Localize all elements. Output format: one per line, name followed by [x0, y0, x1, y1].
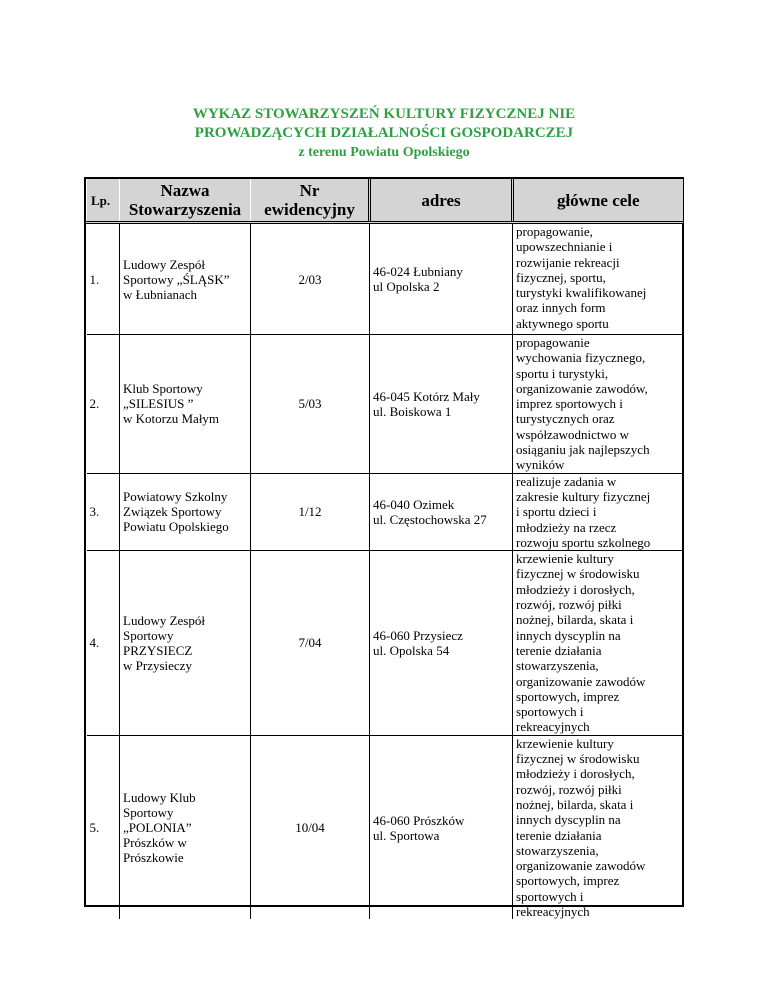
column-header-address: adres — [370, 179, 513, 223]
cell-address: 46-045 Kotórz Mały ul. Boiskowa 1 — [370, 335, 513, 474]
title-line-2: PROWADZĄCYCH DZIAŁALNOŚCI GOSPODARCZEJ — [194, 125, 574, 141]
table-row — [87, 473, 683, 550]
cell-address: 46-060 Prószków ul. Sportowa — [370, 735, 513, 919]
table-row — [87, 223, 683, 335]
cell-name: Ludowy Klub Sportowy „POLONIA” Prószków w Prószkowie — [120, 735, 251, 919]
cell-goals: realizuje zadania w zakresie kultury fizycznej i sportu dzieci i młodzieży na rzecz rozwoju sportu szkolnego — [513, 473, 683, 550]
cell-lp: 1. — [89, 271, 100, 287]
column-header-lp: Lp. — [87, 179, 120, 223]
cell-lp: 3. — [87, 473, 120, 550]
cell-address: 46-024 Łubniany ul Opolska 2 — [370, 223, 513, 335]
cell-goals: krzewienie kultury fizycznej w środowisku młodzieży i dorosłych, rozwój, rozwój piłki nożnej, bilarda, skata i innych dyscyplin na terenie działania stowarzyszenia, organizowanie zawodów sportowych, imprez sportowych i rekreacyjnych — [513, 735, 683, 919]
cell-nr: 2/03 — [251, 223, 370, 335]
cell-nr: 5/03 — [251, 335, 370, 474]
title-line-1: WYKAZ STOWARZYSZEŃ KULTURY FIZYCZNEJ NIE — [192, 106, 576, 122]
title-line-3: z terenu Powiatu Opolskiego — [298, 145, 470, 160]
associations-table-grid — [86, 179, 683, 919]
cell-address: 46-060 Przysiecz ul. Opolska 54 — [370, 551, 513, 736]
cell-lp: 5. — [87, 735, 120, 919]
cell-name: Powiatowy Szkolny Związek Sportowy Powiatu Opolskiego — [120, 473, 251, 550]
column-header-nr: Nr ewidencyjny — [251, 179, 370, 223]
table-row — [87, 735, 683, 919]
cell-nr: 7/04 — [251, 551, 370, 736]
cell-goals: propagowanie wychowania fizycznego, sportu i turystyki, organizowanie zawodów, imprez sportowych i turystycznych oraz współzawodnictwo w osiąganiu jak najlepszych wyników — [513, 335, 683, 474]
cell-address: 46-040 Ozimek ul. Częstochowska 27 — [370, 473, 513, 550]
cell-name: Ludowy Zespół Sportowy PRZYSIECZ w Przysieczy — [120, 551, 251, 736]
cell-lp: 2. — [87, 335, 120, 474]
column-header-goals: główne cele — [513, 179, 683, 223]
table-header-row — [87, 179, 683, 223]
associations-table — [84, 177, 684, 919]
cell-name: Ludowy Zespół Sportowy „ŚLĄSK” w Łubnianach — [120, 223, 251, 335]
table-row — [87, 551, 683, 736]
cell-lp: 4. — [87, 551, 120, 736]
cell-nr: 10/04 — [251, 735, 370, 919]
cell-nr: 1/12 — [251, 473, 370, 550]
document-title — [0, 105, 768, 162]
column-header-name: Nazwa Stowarzyszenia — [120, 179, 251, 223]
cell-goals: propagowanie, upowszechnianie i rozwijanie rekreacji fizycznej, sportu, turystyki kwalifikowanej oraz innych form aktywnego sportu — [513, 223, 683, 335]
table-row — [87, 335, 683, 474]
cell-goals: krzewienie kultury fizycznej w środowisku młodzieży i dorosłych, rozwój, rozwój piłki nożnej, bilarda, skata i innych dyscyplin na terenie działania stowarzyszenia, organizowanie zawodów sportowych, imprez sportowych i rekreacyjnych — [513, 551, 683, 736]
cell-name: Klub Sportowy „SILESIUS ” w Kotorzu Małym — [120, 335, 251, 474]
